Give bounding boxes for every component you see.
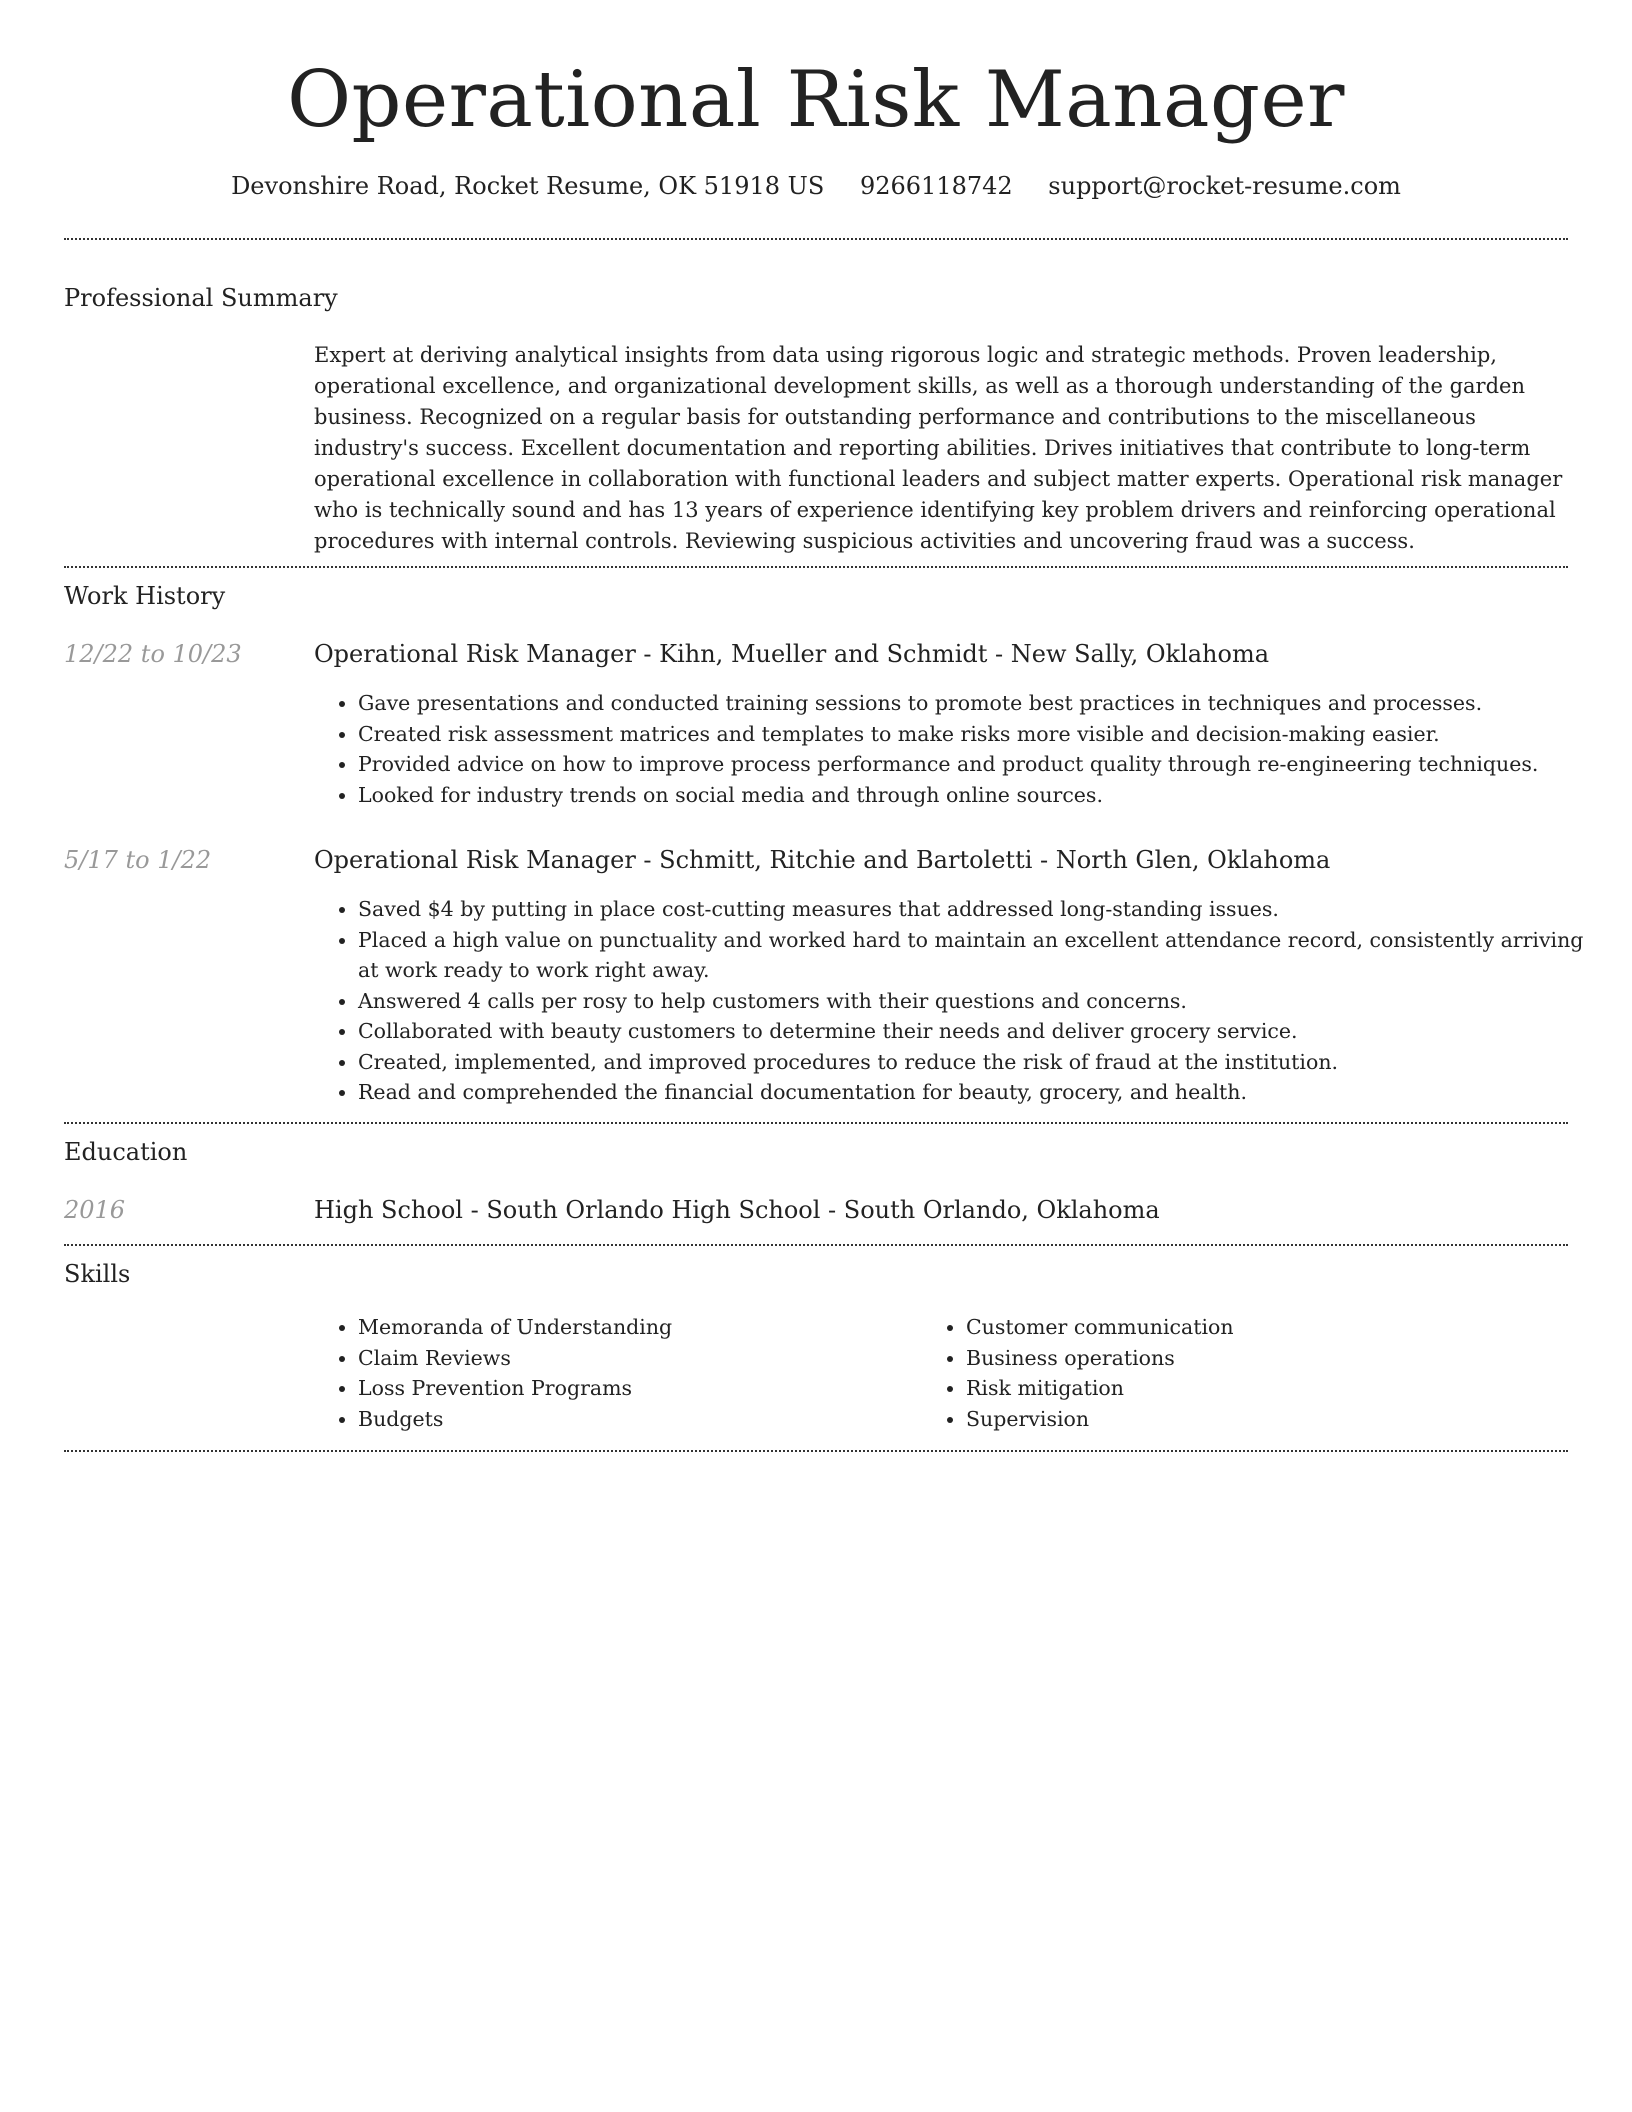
list-item: • Placed a high value on punctuality and worked hard to maintain an excellent attendance record, consistently arriving at work ready to work right away. (358, 925, 1588, 986)
list-item: • Collaborated with beauty customers to determine their needs and deliver grocery service. (358, 1016, 1588, 1047)
contact-line (64, 170, 1568, 202)
job-dates: 12/22 to 10/23 (64, 640, 242, 668)
job-position: Operational Risk Manager (314, 846, 636, 874)
skill-item: • Business operations (966, 1343, 1526, 1374)
job-heading (314, 638, 1568, 670)
job-position: Operational Risk Manager (314, 640, 636, 668)
skill-item: • Budgets (358, 1404, 918, 1435)
list-item: • Provided advice on how to improve process performance and product quality through re-engineering techniques. (358, 749, 1588, 780)
job-details: - Schmitt, Ritchie and Bartoletti - North Glen, Oklahoma (635, 846, 1331, 874)
education-year: 2016 (64, 1196, 126, 1224)
list-item: • Read and comprehended the financial documentation for beauty, grocery, and health. (358, 1077, 1588, 1108)
job-dates: 5/17 to 1/22 (64, 846, 212, 874)
job-bullets (314, 894, 1588, 1108)
list-item: • Created, implemented, and improved procedures to reduce the risk of fraud at the institution. (358, 1047, 1588, 1078)
divider (64, 566, 1568, 568)
job-bullets (314, 688, 1588, 810)
education-details: - South Orlando High School - South Orlando, Oklahoma (462, 1196, 1160, 1224)
divider (64, 1450, 1568, 1452)
section-title-skills: Skills (64, 1260, 131, 1288)
list-item: • Answered 4 calls per rosy to help customers with their questions and concerns. (358, 986, 1588, 1017)
list-item: • Looked for industry trends on social media and through online sources. (358, 780, 1588, 811)
skill-item: • Memoranda of Understanding (358, 1312, 918, 1343)
section-title-education: Education (64, 1138, 188, 1166)
job-heading (314, 844, 1568, 876)
skill-item: • Claim Reviews (358, 1343, 918, 1374)
list-item: • Gave presentations and conducted training sessions to promote best practices in techniques and processes. (358, 688, 1588, 719)
skills-list-left (314, 1312, 918, 1434)
list-item: • Created risk assessment matrices and templates to make risks more visible and decision-making easier. (358, 719, 1588, 750)
summary-text: Expert at deriving analytical insights from data using rigorous logic and strategic methods. Proven leadership, operational excellence, and organizational development skills, as well as a thorough understanding of the garden business. Recognized on a regular basis for outstanding performance and contributions to the miscellaneous industry's success. Excellent documentation and reporting abilities. Drives initiatives that contribute to long-term operational excellence in collaboration with functional leaders and subject matter experts. Operational risk manager who is technically sound and has 13 years of experience identifying key problem drivers and reinforcing operational procedures with internal controls. Reviewing suspicious activities and uncovering fraud was a success. (314, 343, 1563, 553)
job-details: - Kihn, Mueller and Schmidt - New Sally, Oklahoma (635, 640, 1270, 668)
candidate-name: Operational Risk Manager (287, 55, 1345, 145)
education-degree: High School (314, 1196, 463, 1224)
phone: 9266118742 (859, 172, 1013, 200)
divider (64, 1244, 1568, 1246)
section-title-summary: Professional Summary (64, 284, 338, 312)
skill-item: • Customer communication (966, 1312, 1526, 1343)
education-heading (314, 1194, 1568, 1226)
skill-item: • Loss Prevention Programs (358, 1373, 918, 1404)
divider (64, 1122, 1568, 1124)
address: Devonshire Road, Rocket Resume, OK 51918 US (231, 172, 825, 200)
email: support@rocket-resume.com (1048, 172, 1401, 200)
section-title-work-history: Work History (64, 582, 226, 610)
skill-item: • Supervision (966, 1404, 1526, 1435)
skills-list-right (922, 1312, 1526, 1434)
skill-item: • Risk mitigation (966, 1373, 1526, 1404)
divider (64, 238, 1568, 240)
list-item: • Saved $4 by putting in place cost-cutting measures that addressed long-standing issues. (358, 894, 1588, 925)
